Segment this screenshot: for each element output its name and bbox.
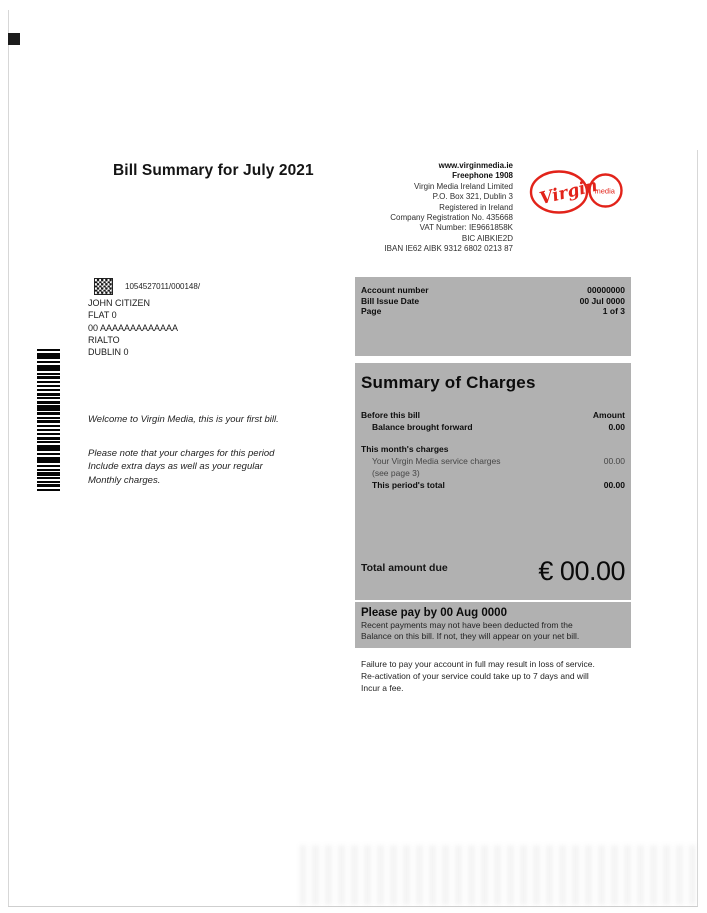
warning-line: Re-activation of your service could take up to 7 days and will xyxy=(361,671,589,681)
scan-artifact xyxy=(300,845,696,905)
bill-issue-date-value: 00 Jul 0000 xyxy=(579,295,625,306)
page-count-value: 1 of 3 xyxy=(602,306,625,316)
payment-note-line: Balance on this bill. If not, they will appear on your net bill. xyxy=(361,631,580,641)
pay-by-date-text: Please pay by 00 Aug 0000 xyxy=(361,607,507,619)
datamatrix-barcode-icon xyxy=(95,279,112,294)
registration-mark xyxy=(8,33,20,45)
spacer xyxy=(88,426,338,447)
intro-note-line: Include extra days as well as your regular xyxy=(88,461,263,473)
period-total-row xyxy=(361,479,625,491)
late-payment-warning xyxy=(361,658,641,694)
bill-issue-date-label: Bill Issue Date xyxy=(361,295,420,306)
page-title: Bill Summary for July 2021 xyxy=(113,162,314,179)
before-bill-header-row xyxy=(361,409,625,421)
amount-column-header: Amount xyxy=(592,410,625,420)
warning-line: Failure to pay your account in full may result in loss of service. xyxy=(361,659,595,669)
recipient-address-block xyxy=(88,279,328,358)
service-charges-row xyxy=(361,455,625,467)
payment-note-line: Recent payments may not have been deducted from the xyxy=(361,620,573,630)
recipient-address-line: FLAT 0 xyxy=(88,310,117,321)
page-edge-left xyxy=(8,10,9,906)
company-line: BIC AIBKIE2D xyxy=(461,233,513,243)
company-line: Virgin Media Ireland Limited xyxy=(413,181,513,191)
page-count-row xyxy=(361,306,625,317)
recipient-name: JOHN CITIZEN xyxy=(88,298,150,308)
summary-of-charges-panel xyxy=(355,363,631,600)
recipient-address-line: RIALTO xyxy=(88,334,120,345)
company-line: Company Registration No. 435668 xyxy=(390,213,513,223)
company-website: www.virginmedia.ie xyxy=(438,161,513,170)
intro-note-line: Monthly charges. xyxy=(88,474,161,486)
account-info-panel xyxy=(355,277,631,356)
company-line: Registered in Ireland xyxy=(439,202,513,212)
before-bill-label: Before this bill xyxy=(361,410,421,420)
virgin-media-logo-icon xyxy=(528,167,623,217)
company-line: IBAN IE62 AIBK 9312 6802 0213 87 xyxy=(384,244,513,254)
period-total-value: 00.00 xyxy=(603,480,625,490)
warning-line: Incur a fee. xyxy=(361,683,404,693)
service-charges-label: Your Virgin Media service charges xyxy=(372,456,501,466)
bill-issue-date-row xyxy=(361,296,625,307)
mail-reference-row xyxy=(88,279,328,297)
welcome-text: Welcome to Virgin Media, this is your first bill. xyxy=(88,414,279,425)
account-number-row xyxy=(361,285,625,296)
vertical-barcode-icon xyxy=(37,349,60,491)
intro-note-line: Please note that your charges for this period xyxy=(88,448,275,460)
month-charges-header: This month's charges xyxy=(361,444,449,454)
recipient-address-line: DUBLIN 0 xyxy=(88,347,129,358)
company-phone: Freephone 1908 xyxy=(452,171,513,181)
service-charges-value: 00.00 xyxy=(603,456,625,466)
period-total-label: This period's total xyxy=(372,480,445,490)
page-edge-right xyxy=(697,150,698,906)
total-due-label: Total amount due xyxy=(361,562,448,574)
company-line: P.O. Box 321, Dublin 3 xyxy=(432,192,513,202)
company-line: VAT Number: IE9661858K xyxy=(419,223,513,233)
summary-title: Summary of Charges xyxy=(361,373,536,392)
service-charges-note: (see page 3) xyxy=(372,468,420,478)
total-due-value: € 00.00 xyxy=(538,556,625,586)
recipient-address-line: 00 AAAAAAAAAAAAA xyxy=(88,322,179,333)
mail-reference-number: 1054527011/000148/ xyxy=(125,282,201,291)
page-count-label: Page xyxy=(361,306,382,316)
logo-brand-text: Virgin xyxy=(537,175,600,210)
balance-forward-value: 0.00 xyxy=(608,422,625,432)
page-edge-bottom xyxy=(8,906,698,907)
intro-message xyxy=(88,413,338,487)
logo-sub-text: media xyxy=(594,186,615,196)
company-info-block xyxy=(233,161,513,255)
account-number-label: Account number xyxy=(361,285,429,295)
total-amount-due-row xyxy=(361,556,625,587)
balance-forward-label: Balance brought forward xyxy=(372,422,473,432)
please-pay-panel xyxy=(355,602,631,648)
account-number-value: 00000000 xyxy=(587,285,625,295)
balance-forward-row xyxy=(361,421,625,433)
